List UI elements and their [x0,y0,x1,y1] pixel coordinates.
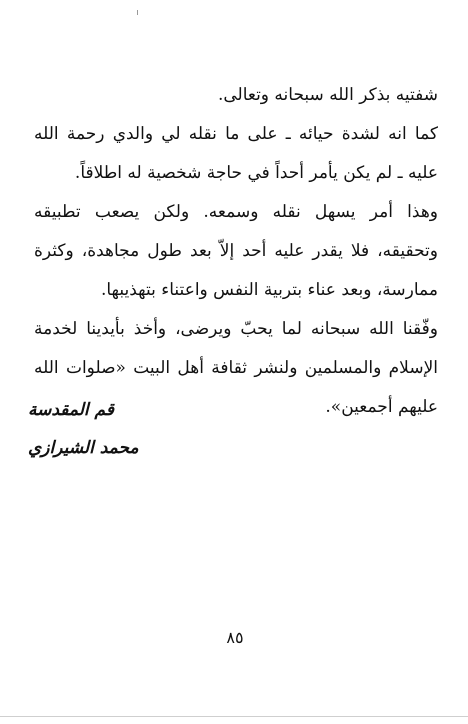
text-line: عليه ـ لم يكن يأمر أحداً في حاجة شخصية له اطلاقاً. [74,163,438,183]
bottom-edge-rule [0,716,468,717]
text-line: شفتيه بذكر الله سبحانه وتعالى. [217,85,438,105]
page-number: ٨٥ [226,628,244,647]
text-line: وهذا أمر يسهل نقله وسمعه. ولكن يصعب تطبيقه [34,202,438,222]
signature-place: قم المقدسة [28,400,114,420]
text-line: عليهم أجمعين». [325,397,438,417]
text-line: وتحقيقه، فلا يقدر عليه أحد إلاّ بعد طول مجاهدة، وكثرة [34,241,438,261]
top-scan-mark [137,10,138,15]
text-line: وفّقنا الله سبحانه لما يحبّ ويرضى، وأخذ بأيدينا لخدمة [34,319,438,339]
text-line: ممارسة، وبعد عناء بتربية النفس واعتناء بتهذيبها. [100,280,438,300]
body-text [34,76,438,427]
text-line: كما انه لشدة حيائه ـ على ما نقله لي والدي رحمة الله [34,124,438,144]
signature-name: محمد الشيرازي [28,438,139,458]
text-line: الإسلام والمسلمين ولنشر ثقافة أهل البيت «صلوات الله [34,358,438,378]
